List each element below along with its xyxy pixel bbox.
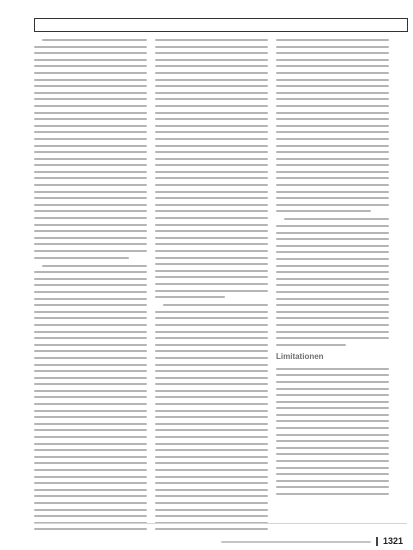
footer-rule — [34, 523, 407, 524]
text-column-left — [34, 39, 147, 530]
running-footer — [221, 541, 371, 543]
paragraph — [276, 218, 389, 345]
footer-divider — [376, 537, 378, 546]
text-column-right — [276, 39, 389, 530]
header-frame — [34, 18, 408, 32]
paragraph — [276, 368, 389, 495]
page-number: 1321 — [382, 536, 403, 546]
page-footer — [221, 537, 403, 546]
section-heading-limitations: Limitationen — [276, 351, 324, 361]
text-column-middle — [155, 39, 268, 530]
paragraph — [34, 39, 147, 259]
paragraph — [276, 39, 389, 212]
paragraph — [155, 39, 268, 298]
paragraph — [34, 265, 147, 530]
paragraph — [155, 304, 268, 530]
